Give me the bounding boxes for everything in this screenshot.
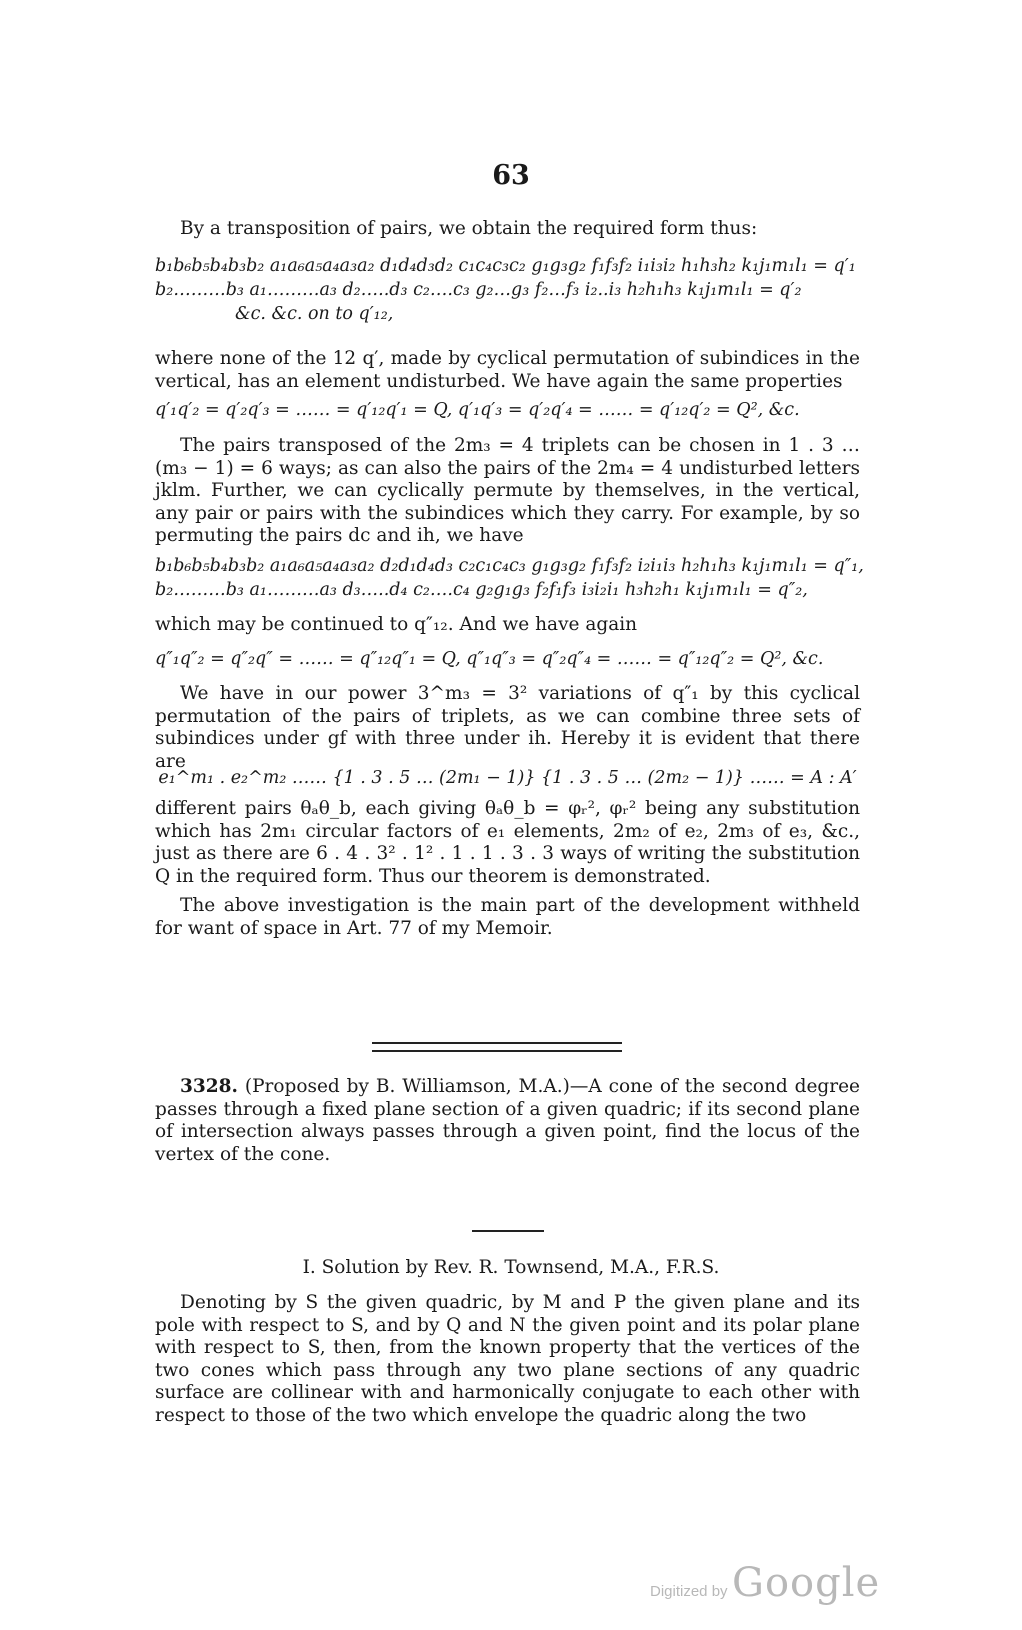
paragraph-4 [155,683,860,773]
problem-block [155,1076,860,1166]
property-line-1 [155,398,860,422]
paragraph-text: where none of the 12 q′, made by cyclical permutation of subindices in the vertical, has an element undisturbed. We have again the same properties [155,348,860,392]
short-rule [472,1230,544,1232]
problem-text: (Proposed by B. Williamson, M.A.)—A cone of the second degree passes through a fixed plane section of a given quadric; if its second plane of intersection always passes through a given point, find the locus of the vertex of the cone. [155,1076,860,1165]
equation-line: b₂………b₃ a₁………a₃ d₃…..d₄ c₂….c₄ g₂g₁g₃ f₂f₁f₃ i₃i₂i₁ h₃h₂h₁ k₁j₁m₁l₁ = q″₂, [155,580,808,600]
solution-text: Denoting by S the given quadric, by M and P the given plane and its pole with respect to S, and by Q and N the given point and its polar plane with respect to S, then, from the known property that the vertices of the two cones which pass through any two plane sections of any quadric surface are collinear with and harmonically conjugate to each other with respect to those of the two which envelope the quadric along the two [155,1292,860,1426]
equation-line: &c. &c. on to q′₁₂, [235,304,394,324]
google-logo: Google [732,1560,881,1606]
solution-block [155,1292,860,1427]
equation-line: b₂………b₃ a₁………a₃ d₂…..d₃ c₂….c₃ g₂…g₃ f₂…f₃ i₂..i₃ h₂h₁h₃ k₁j₁m₁l₁ = q′₂ [155,280,802,300]
equation-line: q″₁q″₂ = q″₂q″ = …… = q″₁₂q″₁ = Q, q″₁q″₃ = q″₂q″₄ = …… = q″₁₂q″₂ = Q², &c. [155,649,824,669]
equation-line: b₁b₆b₅b₄b₃b₂ a₁a₆a₅a₄a₃a₂ d₁d₄d₃d₂ c₁c₄c₃c₂ g₁g₃g₂ f₁f₃f₂ i₁i₃i₂ h₁h₃h₂ k₁j₁m₁l₁ = q′₁ [155,256,856,276]
intro-text: By a transposition of pairs, we obtain the required form thus: [180,218,758,239]
paragraph-text: The above investigation is the main part of the development withheld for want of space in Art. 77 of my Memoir. [155,895,860,939]
equation-set-2 [155,554,864,602]
intro-block [155,218,860,241]
solution-heading: I. Solution by Rev. R. Townsend, M.A., F.R.S. [302,1257,720,1278]
paragraph-5 [155,798,860,888]
watermark-prefix: Digitized by [650,1583,728,1600]
paragraph-text: different pairs θₐθ_b, each giving θₐθ_b = φᵣ², φᵣ² being any substitution which has 2m₁ circular factors of e₁ elements, 2m₂ of e₂, 2m₃ of e₃, &c., just as there are 6 . 4 . 3² . 1² . 1 . 1 . 3 . 3 ways of writing the substitution Q in the required form. Thus our theorem is demonstrated. [155,798,860,887]
equation-line: q′₁q′₂ = q′₂q′₃ = …… = q′₁₂q′₁ = Q, q′₁q′₃ = q′₂q′₄ = …… = q′₁₂q′₂ = Q², &c. [155,400,800,420]
equation-line: b₁b₆b₅b₄b₃b₂ a₁a₆a₅a₄a₃a₂ d₂d₁d₄d₃ c₂c₁c₄c₃ g₁g₃g₂ f₁f₃f₂ i₂i₁i₃ h₂h₁h₃ k₁j₁m₁l₁ = q″₁, [155,556,864,576]
section-divider [372,1042,622,1052]
paragraph-1 [155,348,860,393]
paragraph-text: which may be continued to q″₁₂. And we have again [155,614,638,635]
problem-paragraph [155,1076,860,1166]
formula-line: e₁^m₁ . e₂^m₂ …… {1 . 3 . 5 … (2m₁ − 1)} {1 . 3 . 5 … (2m₂ − 1)} …… = A : A′ [158,768,857,788]
digitized-watermark [650,1560,880,1606]
problem-number: 3328. [180,1076,238,1097]
paragraph-6 [155,895,860,940]
formula-block [155,766,860,790]
equation-set-1 [155,254,860,326]
paragraph-text: We have in our power 3^m₃ = 3² variations of q″₁ by this cyclical permutation of the pairs of triplets, as we can combine three sets of subindices under gf with three under ih. Hereby it is evident that there are [155,683,860,772]
paragraph-2 [155,435,860,548]
property-line-2 [155,647,860,671]
paragraph-3 [155,614,860,637]
page-number: 63 [492,160,530,191]
paragraph-text: The pairs transposed of the 2m₃ = 4 triplets can be chosen in 1 . 3 … (m₃ − 1) = 6 ways; as can also the pairs of the 2m₄ = 4 undisturbed letters jklm. Further, we can cyclically permute by themselves, in the vertical, any pair or pairs with the subindices which they carry. For example, by so permuting the pairs dc and ih, we have [155,435,860,546]
